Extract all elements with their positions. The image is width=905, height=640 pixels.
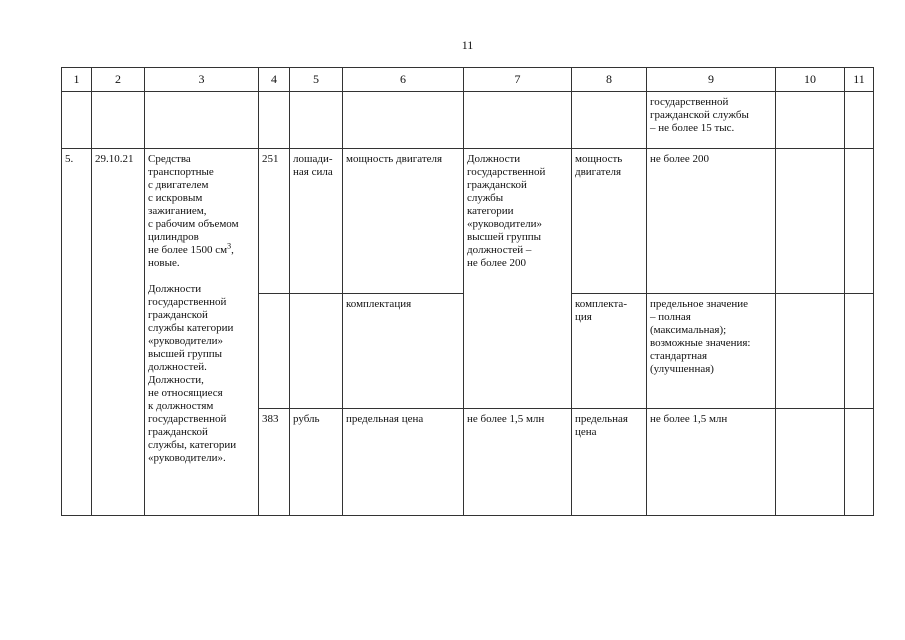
- header-cell: 9: [647, 68, 776, 92]
- positions-cell: Должности государственной гражданской службы категории «руководители» высшей группы должностей – не более 200: [464, 149, 572, 409]
- characteristic-cell: мощность двигателя: [343, 149, 464, 294]
- header-cell: 11: [845, 68, 874, 92]
- value-cell: не более 200: [647, 149, 776, 294]
- header-cell: 3: [145, 68, 259, 92]
- unit-cell: рубль: [290, 409, 343, 516]
- characteristic-cell: мощность двигателя: [572, 149, 647, 294]
- positions-price-cell: не более 1,5 млн: [464, 409, 572, 516]
- unit-cell: [290, 294, 343, 409]
- date-cell: 29.10.21: [92, 149, 145, 516]
- description-cell: Средства транспортные с двигателем с искровым зажиганием, с рабочим объемом цилиндров не более 1500 $см^3$, новые. Должности государственной гражданской службы категории «руководители» высшей группы должностей. Должности, не относящиеся к должностям государственной гражданской службы, категории «руководители».: [145, 149, 259, 516]
- table-header-row: [62, 68, 874, 92]
- code-cell: [259, 294, 290, 409]
- code-cell: 383: [259, 409, 290, 516]
- header-cell: 4: [259, 68, 290, 92]
- header-cell: 10: [776, 68, 845, 92]
- value-cell: не более 1,5 млн: [647, 409, 776, 516]
- code-cell: 251: [259, 149, 290, 294]
- page-number: 11: [461, 38, 474, 52]
- table-row: [62, 149, 874, 294]
- requirements-table: [61, 67, 874, 516]
- header-cell: 5: [290, 68, 343, 92]
- characteristic-cell: комплекта- ция: [572, 294, 647, 409]
- header-cell: 2: [92, 68, 145, 92]
- row-number-cell: 5.: [62, 149, 92, 516]
- table-row-continuation: [62, 92, 874, 149]
- characteristic-cell: предельная цена: [572, 409, 647, 516]
- header-cell: 6: [343, 68, 464, 92]
- value-cell: предельное значение – полная (максимальная); возможные значения: стандартная (улучшенная): [647, 294, 776, 409]
- characteristic-cell: предельная цена: [343, 409, 464, 516]
- header-cell: 7: [464, 68, 572, 92]
- characteristic-cell: комплектация: [343, 294, 464, 409]
- header-cell: 8: [572, 68, 647, 92]
- continued-value-cell: государственной гражданской службы – не более 15 тыс.: [647, 92, 776, 149]
- header-cell: 1: [62, 68, 92, 92]
- unit-cell: лошади- ная сила: [290, 149, 343, 294]
